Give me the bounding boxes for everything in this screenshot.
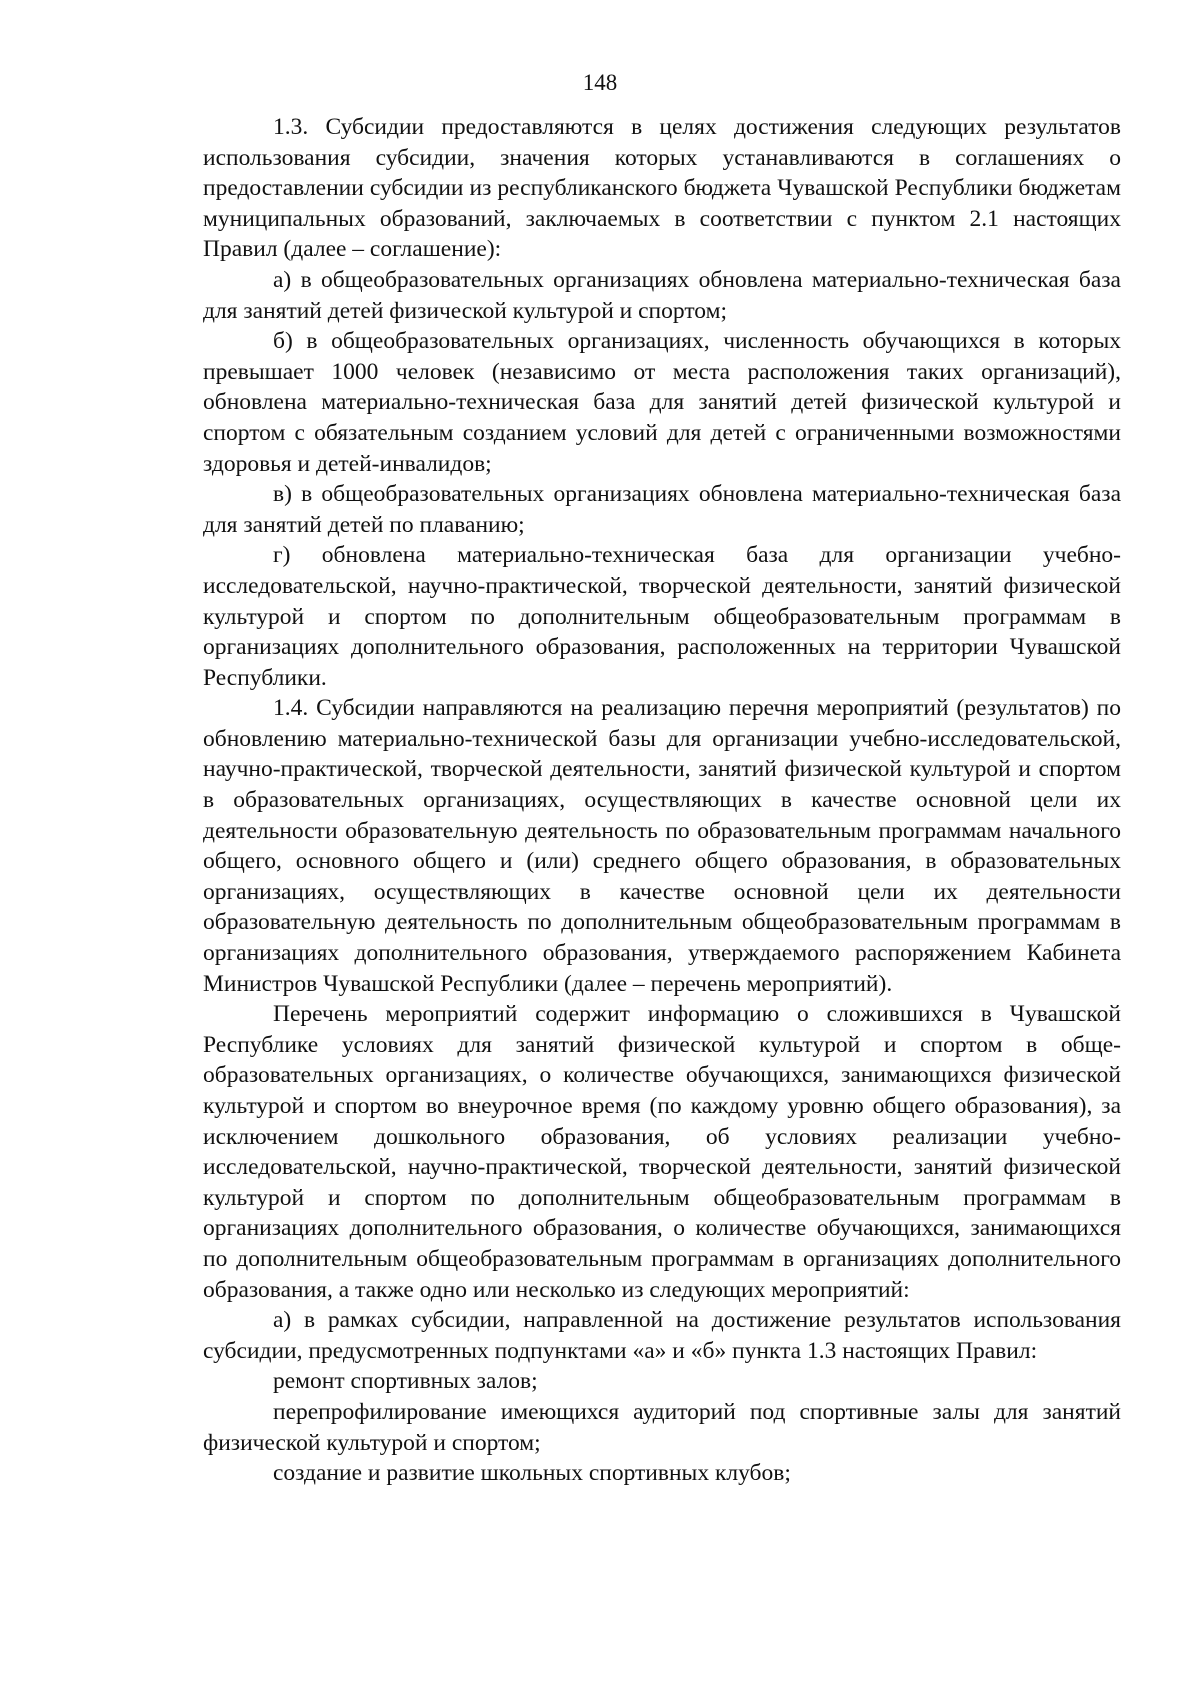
paragraph-measures-a: а) в рамках субсидии, направленной на достижение результатов использования субсидии, предусмотренных подпунктами «а» и «б» пункта 1.3 настоящих Правил: — [203, 1307, 1121, 1364]
paragraph-1-3-v: в) в общеобразовательных организациях обновлена материально-техническая база для занятий детей по плаванию; — [203, 481, 1121, 538]
page-number: 148 — [582, 70, 618, 95]
paragraph-1-3: 1.3. Субсидии предоставляются в целях достижения следующих результатов использования субсидии, значения которых устанавливаются в соглашениях о предоставлении субсидии из республиканского бюджета Чувашской Республики бюджетам муниципальных образований, заключаемых в соответствии с пунктом 2.1 настоящих Правил (далее – соглашение): — [203, 114, 1121, 263]
paragraph-1-3-g: г) обновлена материально-техническая база для организации учебно-исследовательской, научно-практической, творческой деятельности, занятий физической культурой и спортом по дополнительным общеобразовательным программам в организациях дополнительного образования, расположенных на территории Чувашской Республики. — [203, 542, 1121, 691]
list-item-school-clubs: создание и развитие школьных спортивных клубов; — [273, 1460, 791, 1487]
paragraph-1-4: 1.4. Субсидии направляются на реализацию перечня мероприятий (результатов) по обновлению материально-технической базы для организации учебно-исследовательской, научно-практической, творческой деятельности, занятий физической культурой и спортом в образовательных организациях, осуществляющих в качестве основной цели их деятельности образовательную деятельность по образовательным программам начального общего, основного общего и (или) среднего общего образования, в образовательных организациях, осуществляющих в качестве основной цели их деятельности образовательную деятельность по дополнительным общеобразовательным программам в организациях дополнительного образования, утверждаемого распоряжением Кабинета Министров Чувашской Республики (далее – перечень мероприятий). — [203, 695, 1121, 997]
paragraph-1-3-a: а) в общеобразовательных организациях обновлена материально-техническая база для занятий детей физической культурой и спортом; — [203, 266, 1121, 324]
paragraph-measures-list: Перечень мероприятий содержит информацию о сложившихся в Чувашской Республике условиях для занятий физической культурой и спортом в общеобразовательных организациях, о количестве обучающихся, занимающихся физической культурой и спортом во внеурочное время (по каждому уровню общего образования), за исключением дошкольного образования, об условиях реализации учебно-исследовательской, научно-практической, творческой деятельности, занятий физической культурой и спортом по дополнительным общеобразовательным программам в организациях дополнительного образования, о количестве обучающихся, занимающихся по дополнительным общеобразовательным программам в организациях дополнительного образования, а также одно или несколько из следующих мероприятий: — [203, 1001, 1121, 1303]
document-body — [203, 112, 1121, 1489]
list-item-gym-repair: ремонт спортивных залов; — [273, 1368, 538, 1395]
paragraph-1-3-b: б) в общеобразовательных организациях, численность обучающихся в которых превышает 1000 человек (независимо от места расположения таких организаций), обновлена материально-техническая база для занятий детей физической культурой и спортом с обязательным созданием условий для детей с ограниченными возможностями здоровья и детей-инвалидов; — [203, 328, 1121, 477]
list-item-room-conversion: перепрофилирование имеющихся аудиторий под спортивные залы для занятий физической культурой и спортом; — [203, 1398, 1121, 1456]
